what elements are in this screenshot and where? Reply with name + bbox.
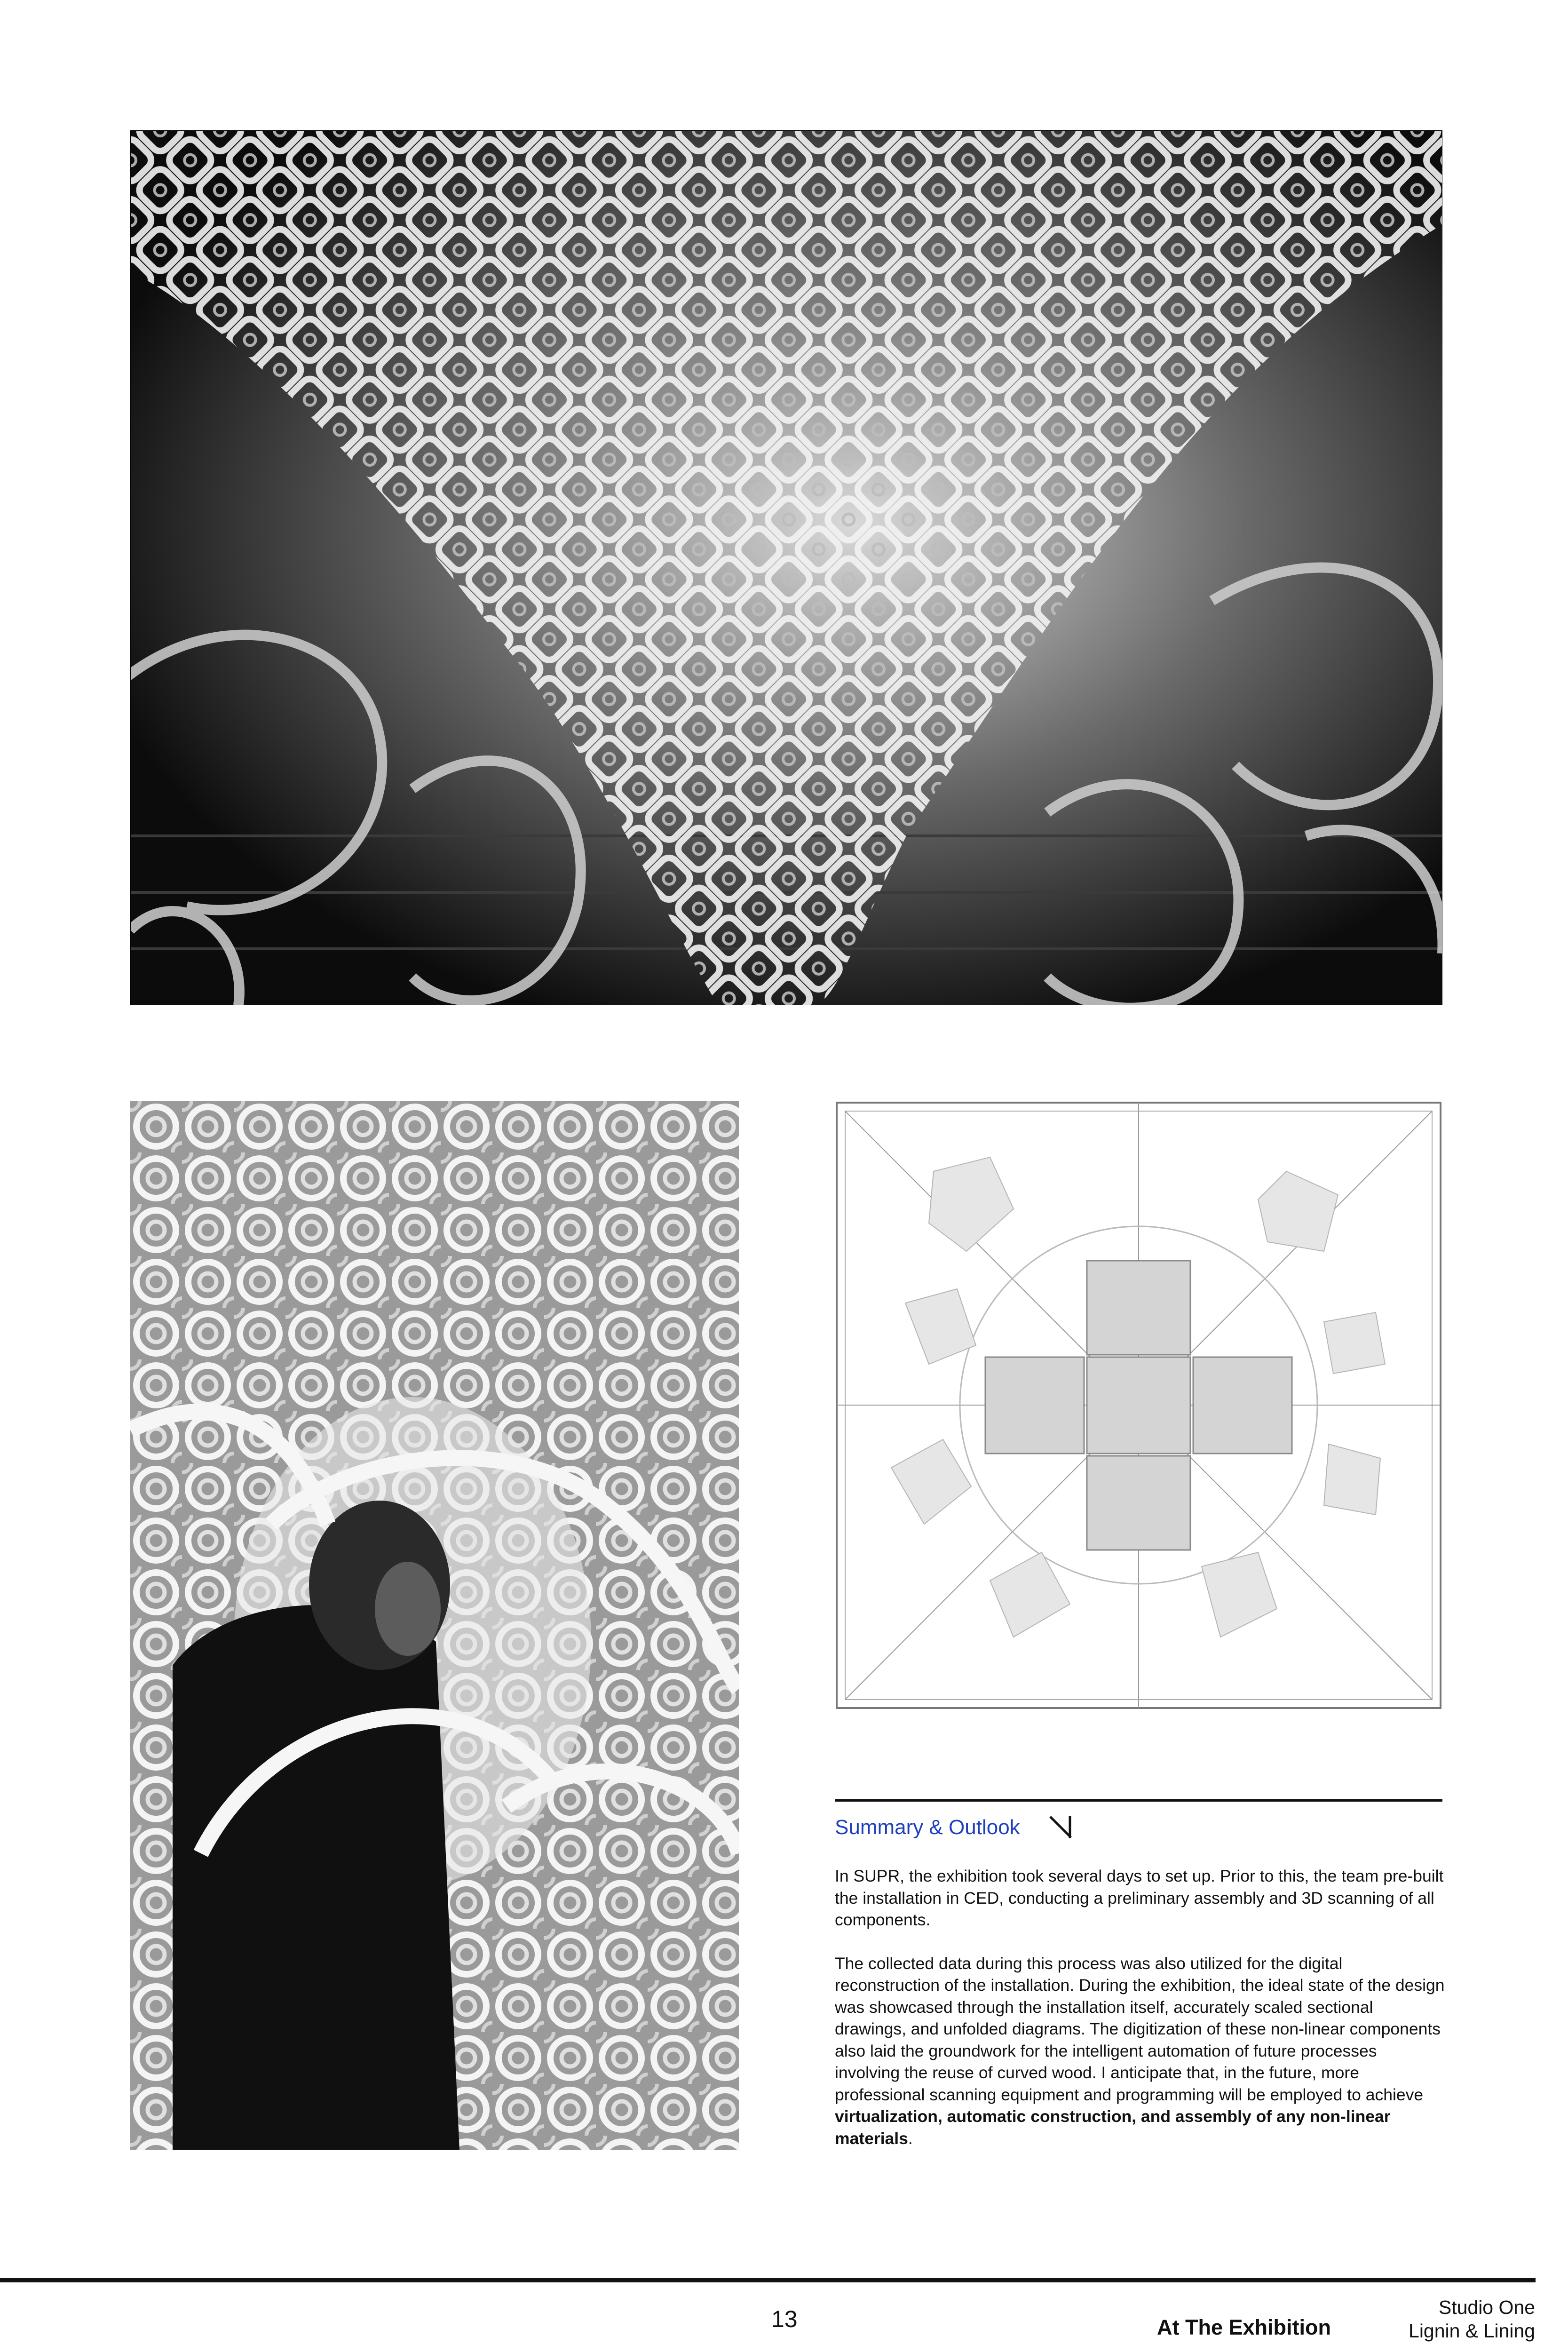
photo-installation-canopy — [130, 130, 1442, 1005]
arrow-down-right-icon — [1046, 1811, 1075, 1840]
plan-drawing — [835, 1101, 1442, 1710]
summary-emphasis: virtualization, automatic construction, and assembly of any non-linear materials — [835, 2107, 1391, 2148]
studio-name: Studio One — [1438, 2296, 1535, 2318]
summary-body — [835, 1865, 1446, 2171]
summary-heading: Summary & Outlook — [835, 1816, 1020, 1839]
project-name: Lignin & Lining — [1409, 2320, 1535, 2342]
footer-divider — [0, 2278, 1536, 2282]
summary-paragraph-1: In SUPR, the exhibition took several days to set up. Prior to this, the team pre-built the installation in CED, conducting a preliminary assembly and 3D scanning of all components. — [835, 1867, 1444, 1929]
photo-person-behind-lattice — [130, 1101, 739, 2150]
summary-paragraph-2: The collected data during this process was also utilized for the digital reconstruction of the installation. During the exhibition, the ideal state of the design was showcased through the installation itself, accurately scaled sectional drawings, and unfolded diagrams. The digitization of these non-linear components also laid the groundwork for the intelligent automation of future processes involving the reuse of curved wood. I anticipate that, in the future, more professional scanning equipment and programming will be employed to achieve virtualization, automatic construction, and assembly of any non-linear materials. — [835, 1954, 1445, 2148]
studio-block — [1409, 2296, 1535, 2343]
page-number: 13 — [771, 2306, 798, 2332]
summary-divider — [835, 1799, 1442, 1802]
section-title: At The Exhibition — [1157, 2315, 1331, 2339]
